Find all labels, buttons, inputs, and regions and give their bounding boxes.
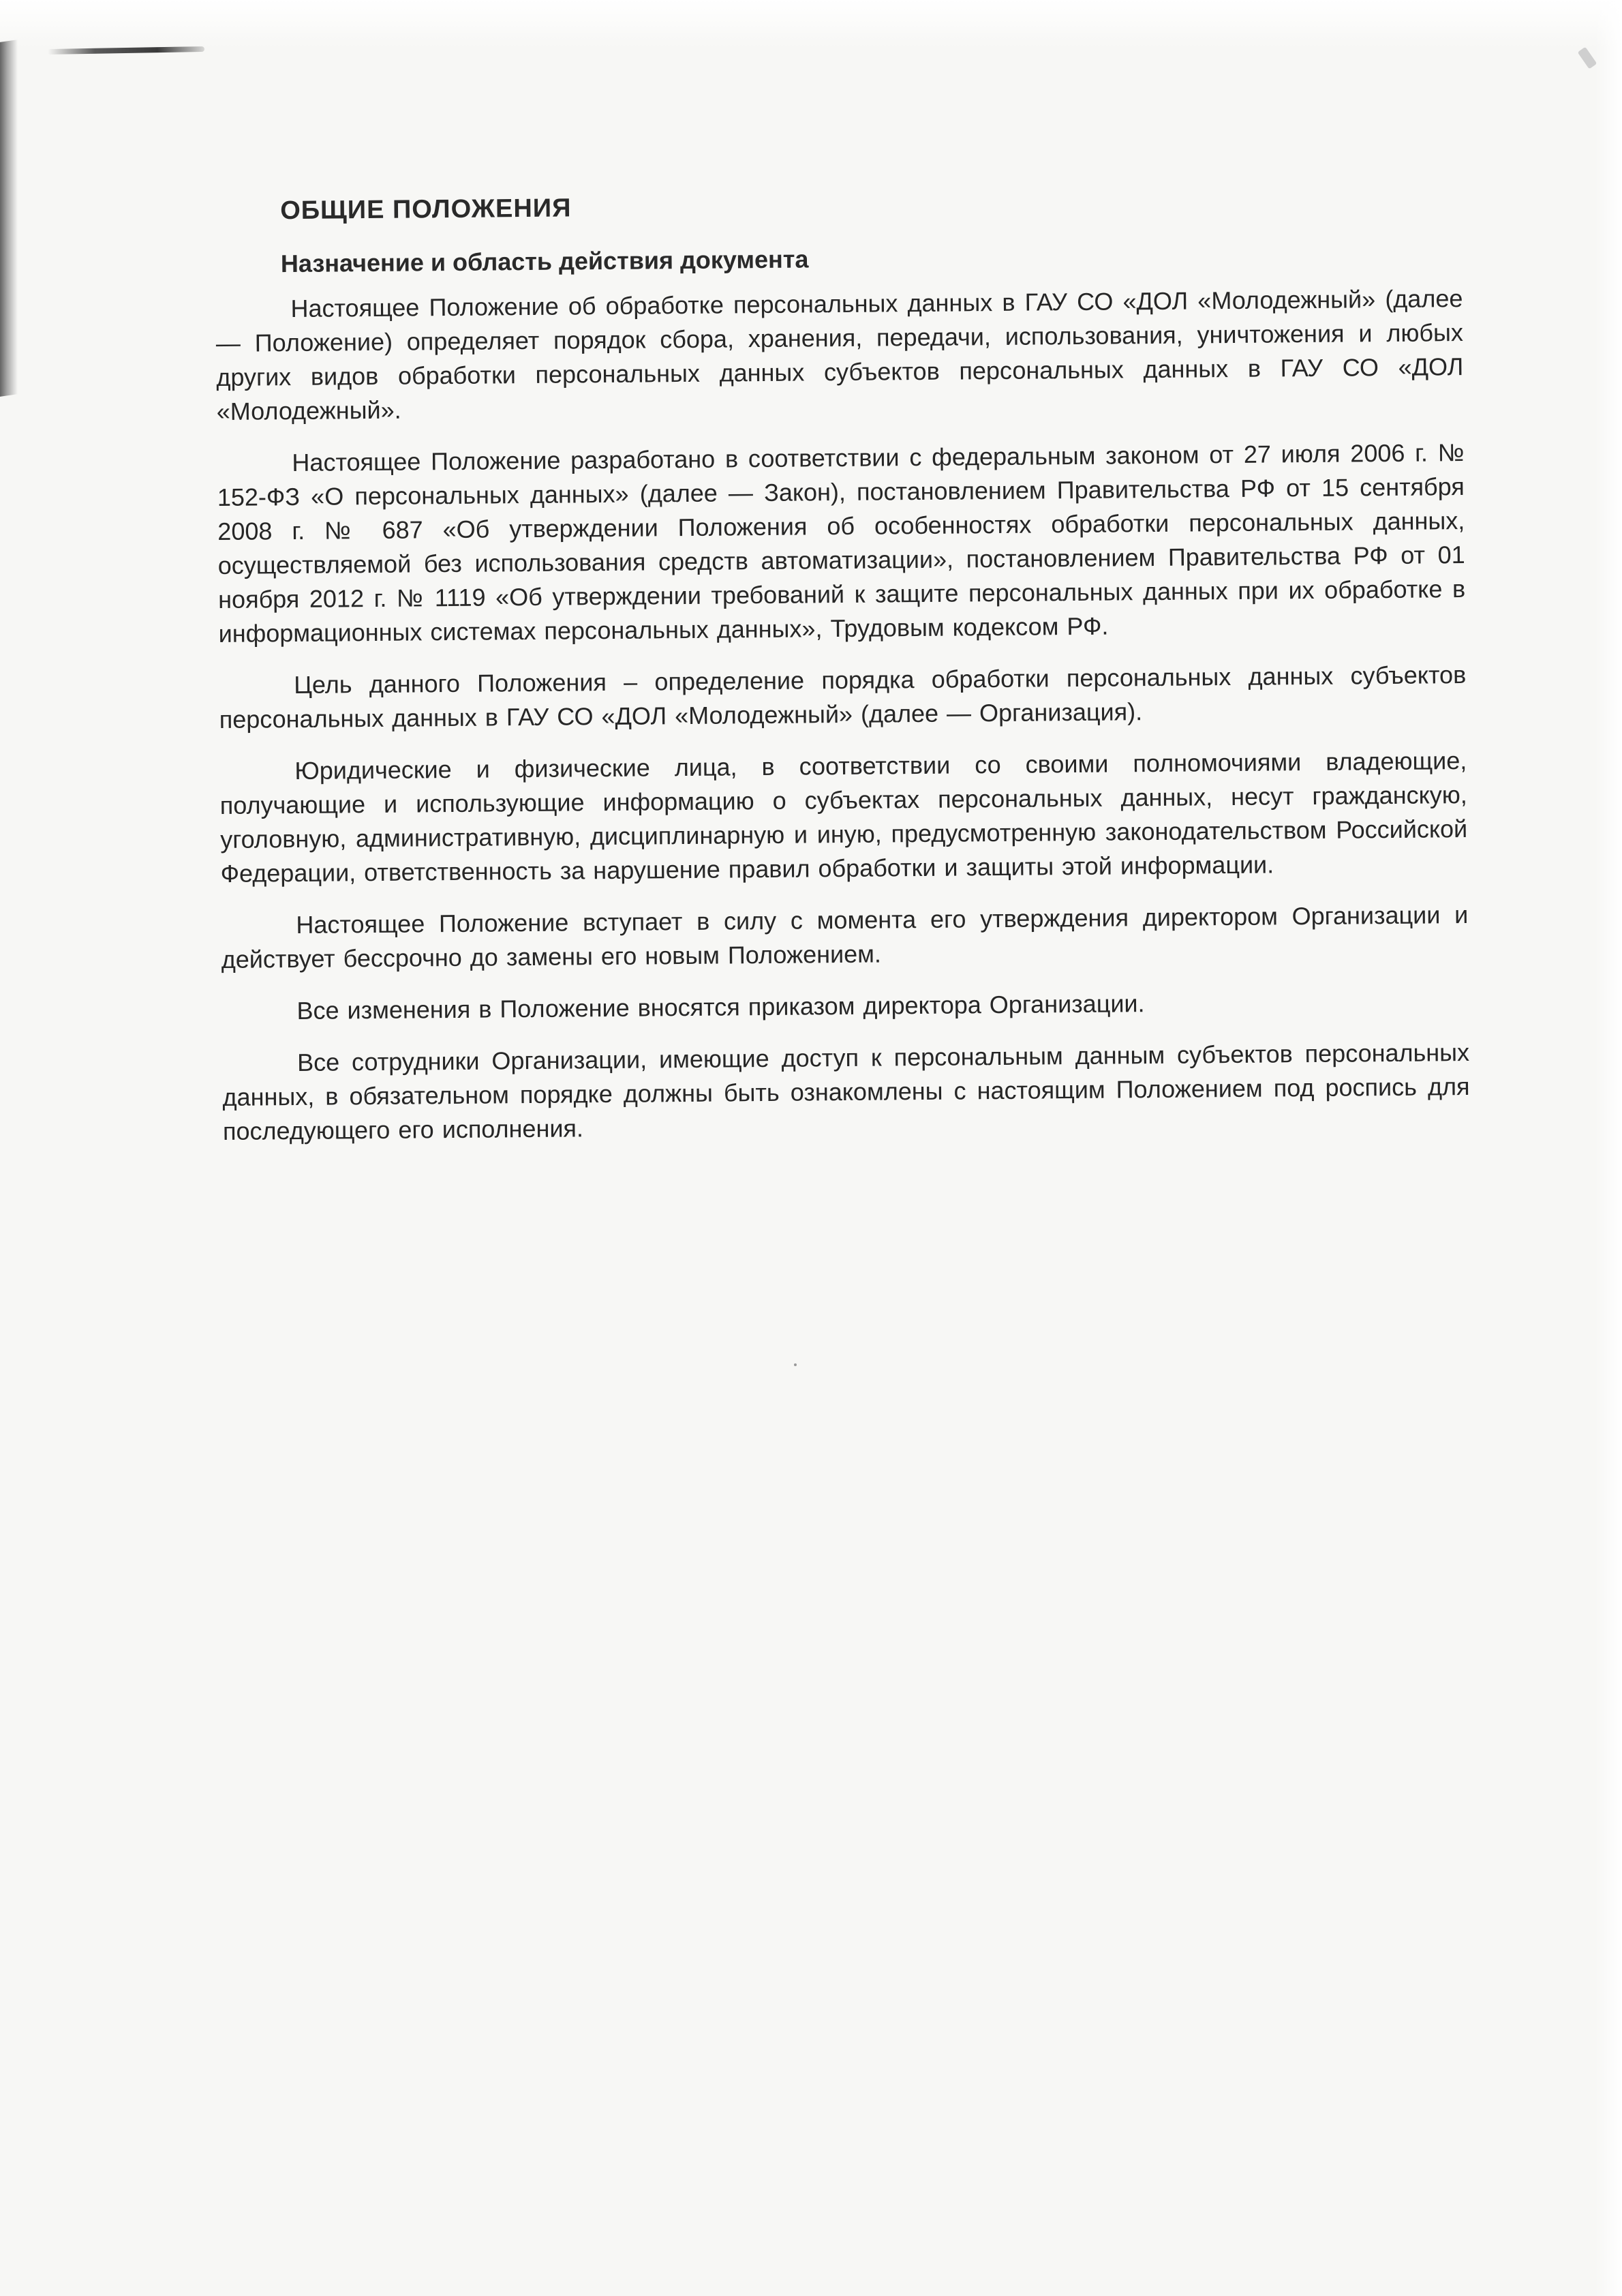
- paragraph-scope: Настоящее Положение об обработке персональных данных в ГАУ СО «ДОЛ «Молодежный» (далее — Положение) определяет порядок сбора, хранения, передачи, использования, уничтожения и любых других видов обработки персональных данных субъектов персональных данных в ГАУ СО «ДОЛ «Молодежный».: [215, 284, 1464, 425]
- scan-speck: [794, 1363, 797, 1366]
- paragraph-purpose: Цель данного Положения – определение порядка обработки персональных данных субъектов персональных данных в ГАУ СО «ДОЛ «Молодежный» (далее — Организация).: [219, 661, 1467, 734]
- section-title: ОБЩИЕ ПОЛОЖЕНИЯ: [280, 194, 572, 226]
- document-body: [215, 183, 1470, 1166]
- paragraph-acknowledgement: Все сотрудники Организации, имеющие доступ к персональным данным субъектов персональных данных, в обязательном порядке должны быть ознакомлены с настоящим Положением под роспись для последующего его исполнения.: [222, 1038, 1470, 1145]
- subsection-title: Назначение и область действия документа: [280, 245, 809, 278]
- scan-left-shadow: [0, 40, 18, 397]
- scan-right-edge: [1595, 0, 1622, 2296]
- paragraph-responsibility: Юридические и физические лица, в соответствии со своими полномочиями владеющие, получающие и использующие информацию о субъектах персональных данных, несут гражданскую, уголовную, административную, дисциплинарную и иную, предусмотренную законодательством Российской Федерации, ответственность за нарушение правил обработки и защиты этой информации.: [219, 746, 1468, 888]
- paragraph-legal-basis: Настоящее Положение разработано в соответствии с федеральным законом от 27 июля 2006 г. № 152-ФЗ «О персональных данных» (далее — Закон), постановлением Правительства РФ от 15 сентября 2008 г. № 687 «Об утверждении Положения об особенностях обработки персональных данных, осуществляемой без использования средств автоматизации», постановлением Правительства РФ от 01 ноября 2012 г. № 1119 «Об утверждении требований к защите персональных данных при их обработке в информационных системах персональных данных», Трудовым кодексом РФ.: [217, 438, 1466, 648]
- paragraph-amendments: Все изменения в Положение вносятся приказом директора Организации.: [296, 989, 1145, 1025]
- scan-top-edge: [0, 0, 1622, 48]
- paragraph-effective-date: Настоящее Положение вступает в силу с момента его утверждения директором Организации и действует бессрочно до замены его новым Положением.: [221, 900, 1469, 973]
